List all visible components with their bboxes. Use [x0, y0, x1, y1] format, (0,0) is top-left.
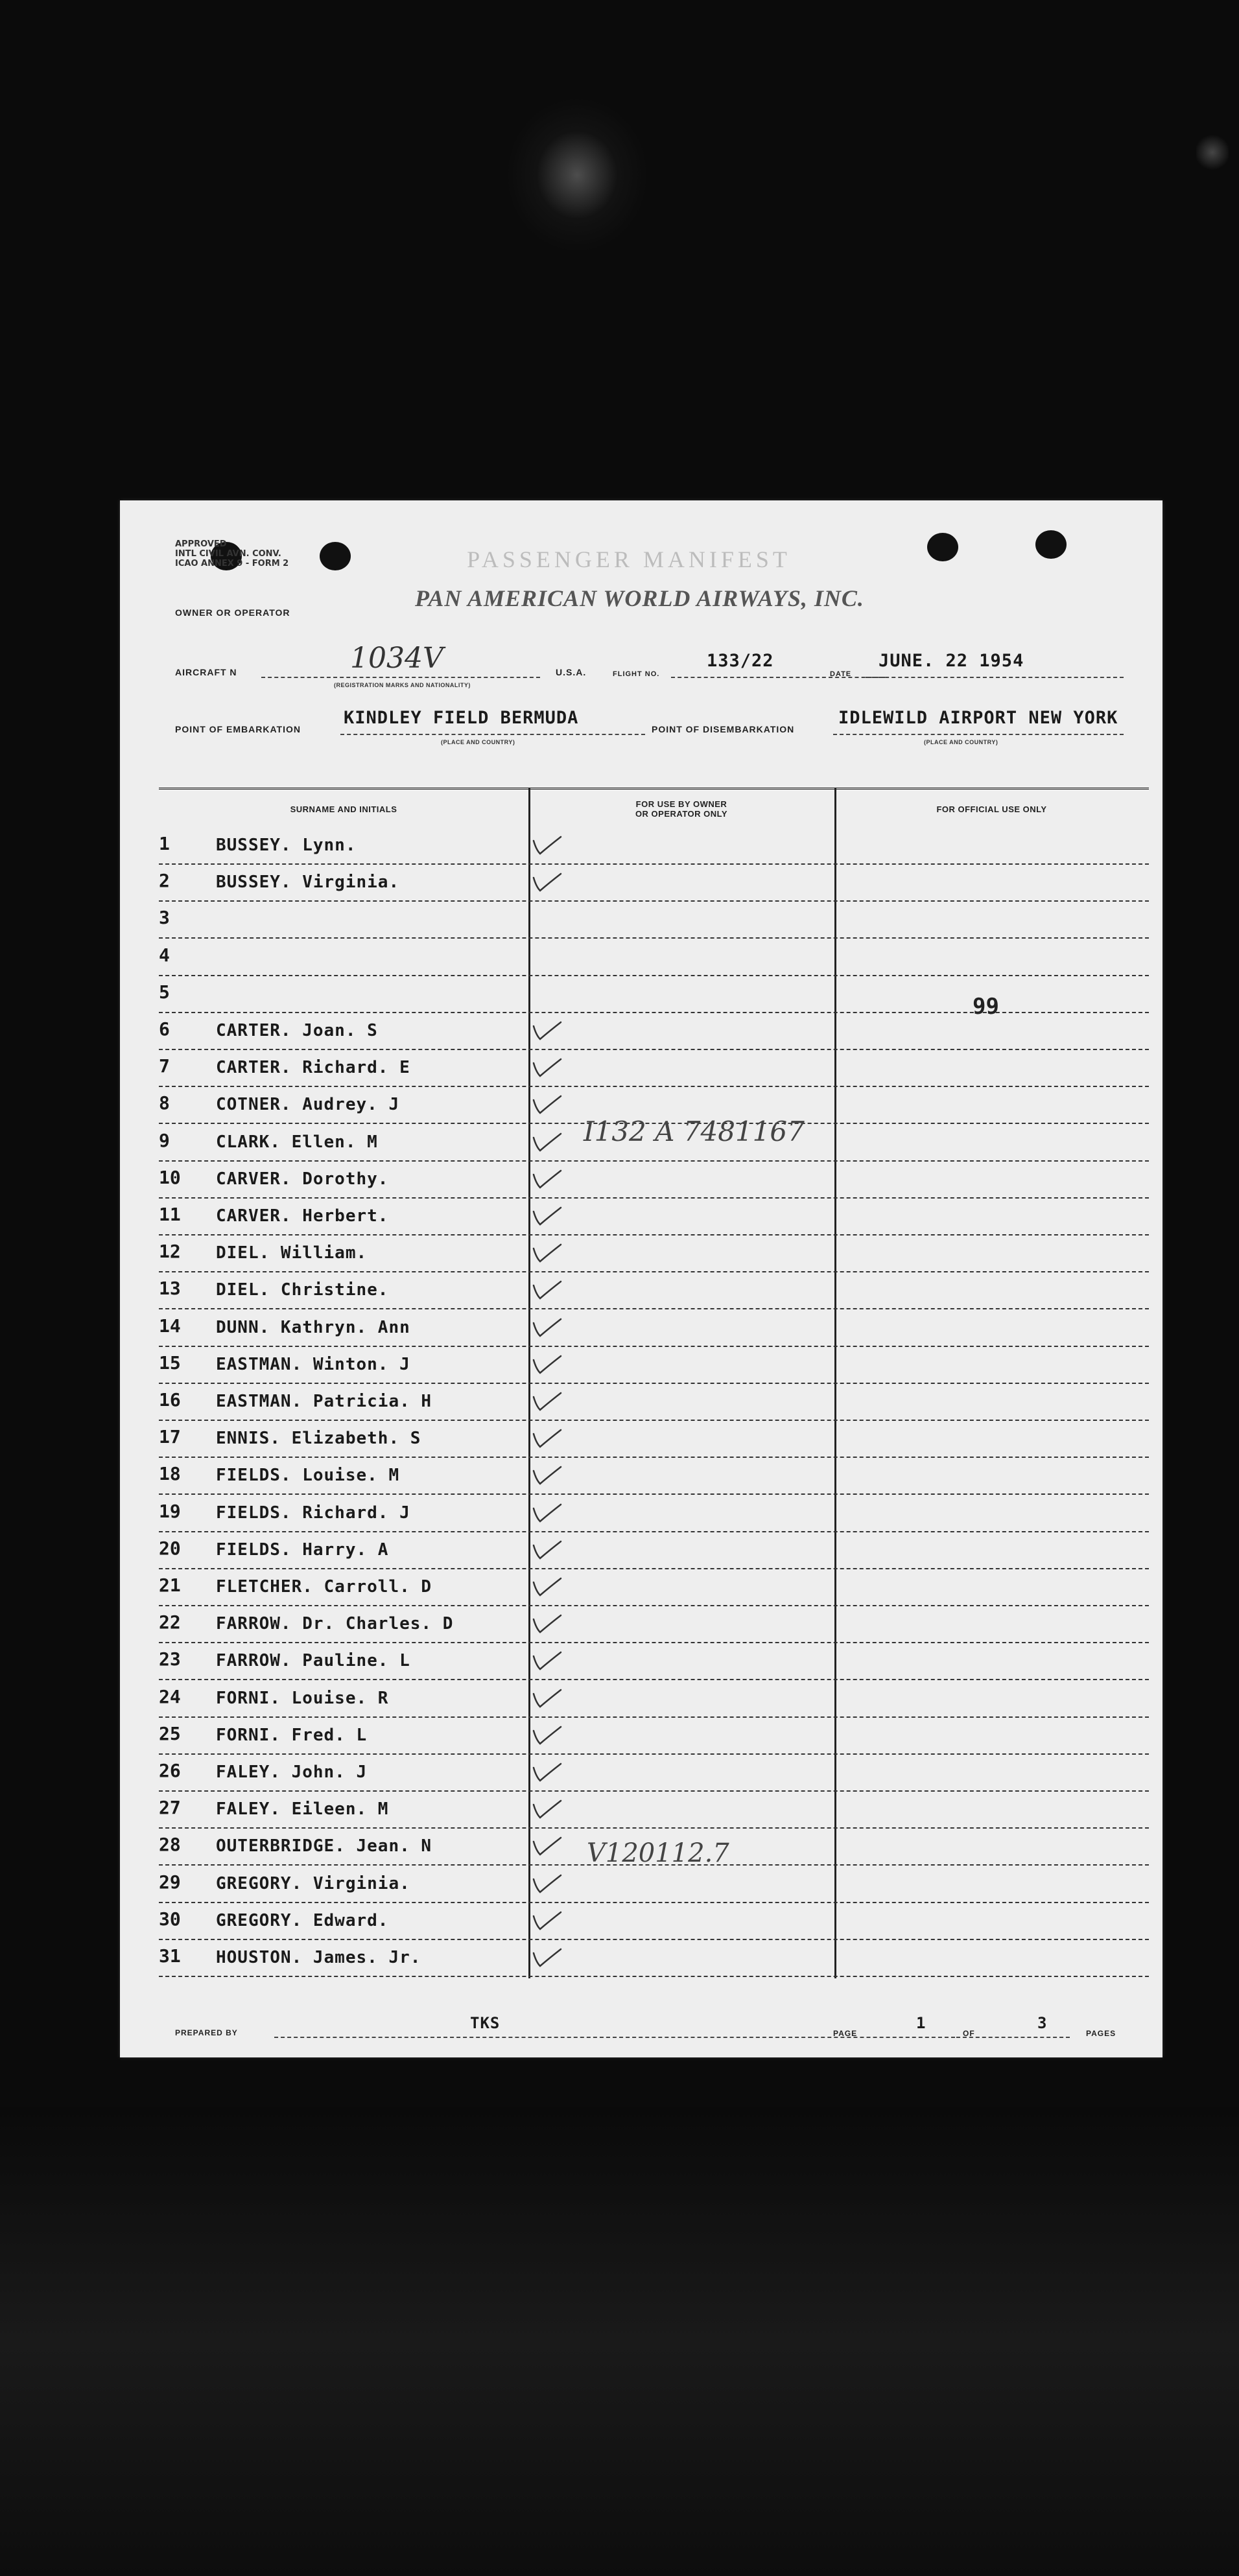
passenger-name: FIELDS. Louise. M — [216, 1466, 400, 1486]
check-mark-icon — [530, 1384, 569, 1416]
column-header-owner-use-line: FOR USE BY OWNER — [635, 799, 727, 809]
row-number: 5 — [159, 981, 170, 1003]
passenger-name: DIEL. Christine. — [216, 1280, 389, 1300]
check-mark-icon — [530, 1421, 569, 1453]
film-lower-band — [0, 2107, 1239, 2576]
check-mark-icon — [530, 1940, 569, 1973]
passenger-name: OUTERBRIDGE. Jean. N — [216, 1836, 432, 1856]
table-row — [159, 900, 1149, 939]
pages-label: PAGES — [1086, 2029, 1116, 2038]
check-mark-icon — [530, 1606, 569, 1639]
column-header-official-use: FOR OFFICIAL USE ONLY — [936, 804, 1047, 814]
table-row — [159, 1716, 1149, 1755]
check-mark-icon — [530, 1050, 569, 1083]
passenger-name: FALEY. Eileen. M — [216, 1799, 389, 1820]
check-mark-icon — [530, 1643, 569, 1676]
passenger-name: HOUSTON. James. Jr. — [216, 1948, 421, 1967]
check-mark-icon — [530, 1199, 569, 1231]
check-mark-icon — [530, 1829, 569, 1861]
row-number: 28 — [159, 1834, 181, 1856]
passenger-name: FLETCHER. Carroll. D — [216, 1577, 432, 1597]
check-mark-icon — [530, 1162, 569, 1194]
row9-handwritten-note: I132 A 7481167 — [584, 1116, 805, 1147]
flight-fill-line — [671, 677, 885, 678]
passenger-name: FALEY. John. J — [216, 1762, 368, 1782]
table-row — [159, 1753, 1149, 1792]
table-top-rule — [159, 788, 1149, 790]
row-number: 31 — [159, 1945, 181, 1967]
table-row — [159, 863, 1149, 902]
check-mark-icon — [530, 1532, 569, 1565]
aircraft-registration: 1034V — [350, 642, 443, 675]
check-mark-icon — [530, 865, 569, 897]
row-number: 16 — [159, 1389, 181, 1411]
passenger-name: CLARK. Ellen. M — [216, 1132, 378, 1152]
passenger-name: DUNN. Kathryn. Ann — [216, 1317, 410, 1337]
row-number: 24 — [159, 1685, 181, 1707]
aircraft-fill-line — [261, 677, 540, 678]
embarkation-note: (PLACE AND COUNTRY) — [441, 739, 515, 745]
check-mark-icon — [530, 1310, 569, 1342]
row-number: 12 — [159, 1241, 181, 1263]
passenger-name: BUSSEY. Virginia. — [216, 872, 400, 893]
flight-date: JUNE. 22 1954 — [879, 651, 1024, 671]
page-total: 3 — [1037, 2014, 1048, 2032]
check-mark-icon — [530, 1718, 569, 1750]
passenger-name: FARROW. Pauline. L — [216, 1651, 410, 1671]
table-row — [159, 1902, 1149, 1940]
check-mark-icon — [530, 828, 569, 860]
passenger-name: FORNI. Louise. R — [216, 1688, 389, 1708]
film-glare — [506, 97, 648, 253]
table-row — [159, 1234, 1149, 1272]
table-row — [159, 1568, 1149, 1606]
row-number: 14 — [159, 1315, 181, 1337]
disembarkation-place: IDLEWILD AIRPORT NEW YORK — [838, 708, 1118, 728]
row-number: 11 — [159, 1204, 181, 1225]
usa-label: U.S.A. — [556, 667, 587, 677]
check-mark-icon — [530, 1866, 569, 1899]
document-title: PASSENGER MANIFEST — [467, 546, 791, 572]
table-row — [159, 1383, 1149, 1421]
row-number: 27 — [159, 1797, 181, 1819]
row-number: 17 — [159, 1426, 181, 1448]
of-label: OF — [963, 2029, 975, 2038]
disembarkation-label: POINT OF DISEMBARKATION — [652, 724, 795, 734]
table-row — [159, 1197, 1149, 1235]
row-number: 23 — [159, 1648, 181, 1670]
passenger-name: GREGORY. Edward. — [216, 1910, 389, 1930]
check-mark-icon — [530, 1681, 569, 1713]
check-mark-icon — [530, 1569, 569, 1602]
passenger-name: EASTMAN. Winton. J — [216, 1354, 410, 1374]
table-row — [159, 938, 1149, 976]
row-number: 4 — [159, 944, 170, 966]
table-row — [159, 1939, 1149, 1977]
icao-line: ICAO ANNEX 9 - FORM 2 — [175, 559, 289, 568]
table-row — [159, 1790, 1149, 1829]
manifest-table — [159, 788, 1149, 1978]
passenger-name: GREGORY. Virginia. — [216, 1873, 410, 1893]
check-mark-icon — [530, 1458, 569, 1490]
table-row — [159, 1494, 1149, 1532]
row-number: 6 — [159, 1018, 170, 1040]
page-label: PAGE — [833, 2029, 858, 2038]
table-row — [159, 1531, 1149, 1569]
row-number: 30 — [159, 1908, 181, 1930]
table-row — [159, 826, 1149, 865]
punch-hole-icon — [320, 542, 351, 570]
passenger-name: ENNIS. Elizabeth. S — [216, 1429, 421, 1449]
column-header-owner-use — [528, 799, 834, 819]
row-number: 13 — [159, 1278, 181, 1300]
date-label: DATE — [830, 670, 852, 678]
passenger-name: FARROW. Dr. Charles. D — [216, 1614, 454, 1634]
check-mark-icon — [530, 1495, 569, 1528]
row-number: 25 — [159, 1722, 181, 1744]
icao-line: INTL CIVIL AVN. CONV. — [175, 549, 281, 559]
table-row — [159, 1680, 1149, 1718]
row-number: 18 — [159, 1463, 181, 1485]
icao-approval-text — [175, 539, 311, 568]
table-row — [159, 1642, 1149, 1680]
table-row — [159, 1271, 1149, 1309]
column-header-owner-use-line: OR OPERATOR ONLY — [635, 809, 728, 819]
check-mark-icon — [530, 1125, 569, 1157]
table-row — [159, 1457, 1149, 1495]
check-mark-icon — [530, 1235, 569, 1268]
check-mark-icon — [530, 1013, 569, 1046]
table-row — [159, 1049, 1149, 1087]
disembarkation-note: (PLACE AND COUNTRY) — [924, 739, 998, 745]
punch-hole-icon — [927, 533, 958, 561]
check-mark-icon — [530, 1347, 569, 1379]
row-number: 3 — [159, 907, 170, 929]
embarkation-label: POINT OF EMBARKATION — [175, 724, 301, 734]
column-header-surname: SURNAME AND INITIALS — [290, 804, 397, 814]
check-mark-icon — [530, 1087, 569, 1119]
check-mark-icon — [530, 1272, 569, 1305]
date-fill-line — [866, 677, 1124, 678]
row-number: 29 — [159, 1871, 181, 1893]
passenger-name: DIEL. William. — [216, 1243, 368, 1263]
table-row — [159, 1420, 1149, 1458]
passenger-name: CARTER. Richard. E — [216, 1058, 410, 1078]
passenger-name: FIELDS. Richard. J — [216, 1503, 410, 1523]
table-row — [159, 1865, 1149, 1903]
aircraft-label: AIRCRAFT N — [175, 667, 237, 677]
passenger-name: CARVER. Herbert. — [216, 1206, 389, 1226]
disembarkation-fill-line — [833, 734, 1124, 735]
flight-label: FLIGHT NO. — [613, 670, 660, 678]
registration-note: (REGISTRATION MARKS AND NATIONALITY) — [334, 682, 471, 688]
punch-hole-icon — [1035, 530, 1067, 559]
row28-handwritten-note: V120112.7 — [587, 1838, 729, 1868]
row-number: 15 — [159, 1352, 181, 1374]
row-number: 9 — [159, 1129, 170, 1151]
passenger-name: FORNI. Fred. L — [216, 1725, 368, 1745]
page-number: 1 — [916, 2014, 926, 2032]
check-mark-icon — [530, 1903, 569, 1936]
prepared-by-label: PREPARED BY — [175, 2028, 238, 2037]
passenger-name: COTNER. Audrey. J — [216, 1095, 400, 1115]
row-number: 19 — [159, 1500, 181, 1522]
passenger-name: FIELDS. Harry. A — [216, 1540, 389, 1560]
passenger-name: CARTER. Joan. S — [216, 1021, 378, 1040]
table-row — [159, 975, 1149, 1013]
row-number: 8 — [159, 1092, 170, 1114]
table-row — [159, 1160, 1149, 1199]
page-fill-line — [956, 2037, 1070, 2038]
check-mark-icon — [530, 1792, 569, 1824]
film-scratch — [1196, 133, 1229, 172]
row-number: 7 — [159, 1055, 170, 1077]
prepared-by: TKS — [470, 2014, 501, 2032]
row-number: 1 — [159, 833, 170, 854]
row-number: 22 — [159, 1611, 181, 1633]
table-row — [159, 1012, 1149, 1050]
table-row — [159, 1309, 1149, 1347]
owner-label: OWNER OR OPERATOR — [175, 607, 290, 618]
embarkation-place: KINDLEY FIELD BERMUDA — [344, 708, 579, 728]
flight-number: 133/22 — [707, 651, 774, 671]
airline-name: PAN AMERICAN WORLD AIRWAYS, INC. — [415, 585, 864, 611]
icao-line: APPROVED — [175, 539, 227, 549]
passenger-name: CARVER. Dorothy. — [216, 1169, 389, 1189]
passenger-name: BUSSEY. Lynn. — [216, 836, 357, 855]
row-number: 26 — [159, 1760, 181, 1781]
manifest-sheet — [120, 500, 1162, 2057]
row-number: 20 — [159, 1537, 181, 1559]
row-number: 10 — [159, 1166, 181, 1188]
official-stamp: 99 — [973, 994, 999, 1020]
table-row — [159, 1605, 1149, 1643]
embarkation-fill-line — [340, 734, 645, 735]
row-number: 2 — [159, 870, 170, 892]
table-row — [159, 1346, 1149, 1384]
row-number: 21 — [159, 1575, 181, 1596]
check-mark-icon — [530, 1755, 569, 1787]
passenger-name: EASTMAN. Patricia. H — [216, 1392, 432, 1411]
